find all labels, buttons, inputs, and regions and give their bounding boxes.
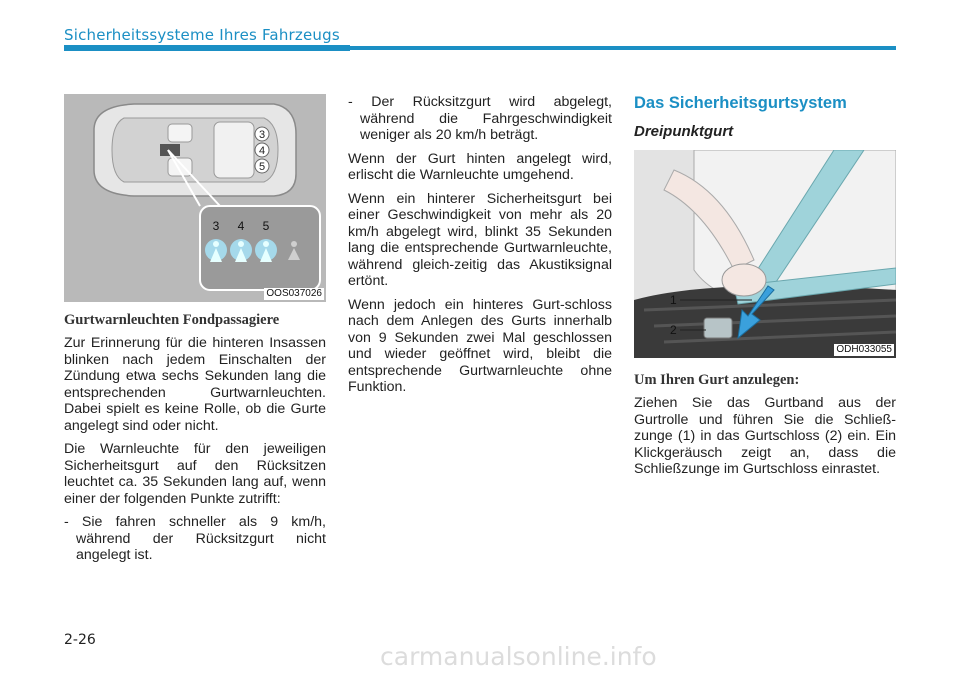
section-title: Das Sicherheitsgurtsystem	[634, 94, 847, 112]
cluster-number-5: 5	[262, 219, 270, 233]
figure-number-5: 5	[258, 161, 266, 173]
car-seatbelt-figure	[64, 94, 326, 302]
callout-1: 1	[670, 293, 677, 307]
buckling-illustration	[634, 150, 896, 358]
watermark: carmanualsonline.info	[380, 642, 657, 671]
column-left	[64, 94, 326, 571]
column-middle	[348, 94, 612, 403]
seatbelt-buckle-figure	[634, 150, 896, 358]
figure-code: ODH033055	[836, 344, 892, 355]
paragraph: Wenn ein hinterer Sicherheitsgurt bei einer Geschwindigkeit von mehr als 20 km/h abgelegt wird, blinkt 35 Sekunden lang die entsprechende Gurtwarnleuchte, während gleich-zeitig das Akustiksignal ertönt.	[348, 190, 612, 289]
paragraph: Die Warnleuchte für den jeweiligen Sicherheitsgurt auf den Rücksitzen leuchtet ca. 35 Sekunden lang auf, wenn einer der folgenden Punkte zutrifft:	[64, 441, 326, 507]
figure-number-4: 4	[258, 145, 266, 157]
column-right	[634, 94, 896, 485]
cluster-number-3: 3	[212, 219, 220, 233]
subheading-rear-warning: Gurtwarnleuchten Fondpassagiere	[64, 312, 280, 328]
header-rule-accent	[64, 45, 350, 51]
paragraph: Wenn jedoch ein hinteres Gurt-schloss nach dem Anlegen des Gurts innerhalb von 9 Sekunden zwei Mal geschlossen und wieder geöffnet wird, bleibt die entsprechende Gurtwarnleuchte ohne Funktion.	[348, 296, 612, 395]
page-number: 2-26	[64, 632, 96, 648]
bullet-item: - Sie fahren schneller als 9 km/h, während der Rücksitzgurt nicht angelegt ist.	[64, 514, 326, 563]
buckle-shape	[704, 318, 732, 338]
car-top-view-illustration	[64, 94, 326, 302]
bullet-item: - Der Rücksitzgurt wird abgelegt, während die Fahrgeschwindigkeit weniger als 20 km/h beträgt.	[348, 94, 612, 143]
section-header-title: Sicherheitssysteme Ihres Fahrzeugs	[64, 26, 340, 44]
paragraph: Wenn der Gurt hinten angelegt wird, erlischt die Warnleuchte umgehend.	[348, 150, 612, 183]
subsection-title: Dreipunktgurt	[634, 123, 734, 140]
paragraph: Ziehen Sie das Gurtband aus der Gurtrolle und führen Sie die Schließ-zunge (1) in das Gurtschloss (2) ein. Ein Klickgeräusch zeigt an, dass die Schließzunge im Gurtschloss einrastet.	[634, 395, 896, 477]
figure-code: OOS037026	[266, 288, 322, 299]
paragraph: Zur Erinnerung für die hinteren Insassen blinken nach jedem Einschalten der Zündung etwa sechs Sekunden lang die entsprechenden Gurtwarnleuchten. Dabei spielt es keine Rolle, ob die Gurte angelegt sind oder nicht.	[64, 335, 326, 434]
subheading-fasten: Um Ihren Gurt anzulegen:	[634, 372, 800, 388]
figure-number-3: 3	[258, 129, 266, 141]
cluster-number-4: 4	[237, 219, 245, 233]
callout-2: 2	[670, 323, 677, 337]
